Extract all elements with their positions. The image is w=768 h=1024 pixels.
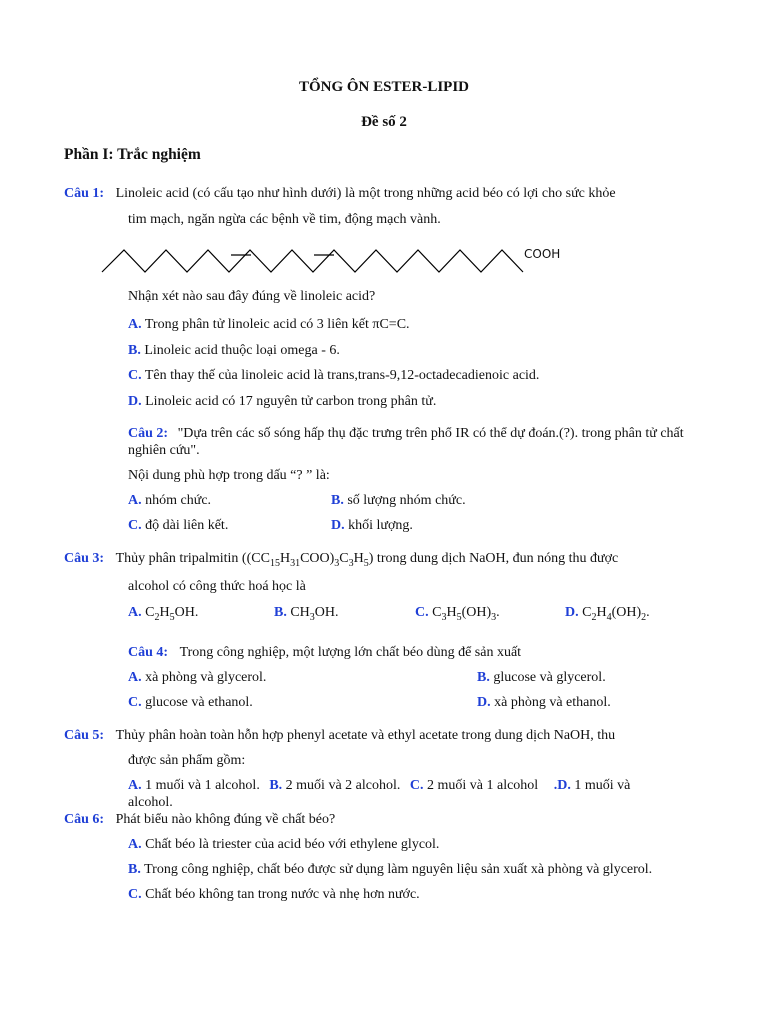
- question-1-text-line-2: tim mạch, ngăn ngừa các bệnh về tim, động mạch vành.: [128, 212, 441, 227]
- question-1-option-c[interactable]: [128, 367, 539, 385]
- option-key: D.: [331, 518, 345, 533]
- carbon-chain-bonds: [102, 250, 523, 272]
- question-1-option-b[interactable]: [128, 342, 340, 360]
- formula-text: (OH): [611, 605, 642, 620]
- question-3-text-line-2: alcohol có công thức hoá học là: [128, 579, 306, 594]
- document-subtitle: Đề số 2: [361, 114, 407, 130]
- question-6-line-1: [64, 811, 335, 829]
- question-2-option-a[interactable]: [128, 492, 211, 510]
- question-2-option-b[interactable]: [331, 492, 466, 510]
- formula-subscript: 3: [491, 611, 497, 623]
- question-6-text: Phát biểu nào không đúng về chất béo?: [115, 812, 336, 827]
- question-2-prompt: Nội dung phù hợp trong dấu “? ” là:: [128, 468, 330, 483]
- option-key: A.: [128, 778, 142, 793]
- option-text: Chất béo là triester của acid béo với ethylene glycol.: [145, 837, 440, 852]
- option-formula: [582, 605, 650, 623]
- option-key: B.: [331, 493, 344, 508]
- formula-text: C: [339, 551, 349, 566]
- question-5-option-a[interactable]: [128, 778, 260, 793]
- option-key: A.: [128, 493, 142, 508]
- formula-subscript: 2: [641, 611, 647, 623]
- option-text: khối lượng.: [348, 518, 413, 533]
- formula-text: H: [159, 605, 170, 620]
- formula-text: H: [353, 551, 364, 566]
- question-6-option-c[interactable]: [128, 886, 420, 904]
- question-3-option-c[interactable]: [415, 604, 500, 622]
- option-key: B.: [477, 670, 490, 685]
- formula-text: OH.: [174, 605, 199, 620]
- option-key: C.: [128, 518, 142, 533]
- option-text: glucose và ethanol.: [145, 695, 253, 710]
- option-text: độ dài liên kết.: [145, 518, 229, 533]
- question-5-option-c[interactable]: [410, 778, 538, 793]
- formula-text: .: [646, 605, 650, 620]
- option-key: B.: [274, 605, 287, 620]
- option-text: xà phòng và ethanol.: [494, 695, 611, 710]
- question-5-option-d[interactable]: [554, 778, 631, 793]
- option-text: glucose và glycerol.: [493, 670, 606, 685]
- question-3-text-pre: Thủy phân tripalmitin ((C: [115, 551, 261, 566]
- option-text: số lượng nhóm chức.: [347, 493, 466, 508]
- option-key: D.: [477, 695, 491, 710]
- formula-subscript: 3: [334, 557, 340, 569]
- option-key: A.: [128, 605, 142, 620]
- formula-subscript: 3: [348, 557, 354, 569]
- formula-text: H: [596, 605, 607, 620]
- option-text: Trong công nghiệp, chất béo được sử dụng làm nguyên liệu sản xuất xà phòng và glycerol.: [144, 862, 653, 877]
- formula-subscript: 5: [169, 611, 175, 623]
- question-5-option-d-wrap: alcohol.: [128, 795, 173, 810]
- question-3-option-d[interactable]: [565, 604, 650, 622]
- question-3-option-b[interactable]: [274, 604, 339, 622]
- option-key: B.: [269, 778, 283, 793]
- question-1-option-a[interactable]: [128, 316, 410, 334]
- formula-subscript: 4: [606, 611, 612, 623]
- option-text: nhóm chức.: [145, 493, 212, 508]
- question-2-option-d[interactable]: [331, 517, 413, 535]
- formula-text: (OH): [461, 605, 492, 620]
- question-1-prompt: Nhận xét nào sau đây đúng về linoleic acid?: [128, 289, 376, 304]
- option-formula: [432, 605, 500, 623]
- question-1-text: Linoleic acid (có cấu tạo như hình dưới) là một trong những acid béo có lợi cho sức khỏe: [115, 186, 616, 201]
- formula-subscript: 5: [363, 557, 369, 569]
- option-key: D.: [128, 394, 142, 409]
- option-text: Trong phân tử linoleic acid có 3 liên kết πC=C.: [144, 317, 410, 332]
- question-1-label: Câu 1:: [64, 186, 105, 201]
- question-3-line-1: [64, 550, 618, 568]
- option-text: Linoleic acid có 17 nguyên tử carbon trong phân tử.: [145, 394, 437, 409]
- option-text: 1 muối và 1 alcohol.: [145, 778, 260, 793]
- question-2-option-c[interactable]: [128, 517, 228, 535]
- formula-text: CH: [290, 605, 310, 620]
- formula-text: H: [446, 605, 457, 620]
- formula-text: OH.: [314, 605, 339, 620]
- question-1-option-d[interactable]: [128, 393, 436, 411]
- formula-text: H: [279, 551, 291, 566]
- option-key: C.: [409, 778, 424, 793]
- option-key: A.: [128, 317, 142, 332]
- option-key: A.: [128, 670, 142, 685]
- formula-text: COO): [300, 551, 335, 566]
- option-key: B.: [128, 862, 141, 877]
- option-text: 2 muối và 1 alcohol: [427, 778, 539, 793]
- question-5-label: Câu 5:: [64, 728, 105, 743]
- formula-text: C: [145, 605, 155, 620]
- question-5-options-row: [128, 777, 630, 795]
- formula-subscript: 2: [154, 611, 160, 623]
- option-key: C.: [415, 605, 429, 620]
- option-text: xà phòng và glycerol.: [145, 670, 267, 685]
- question-3-label: Câu 3:: [64, 551, 105, 566]
- formula-text: C: [260, 551, 270, 566]
- question-5-text-line-2: được sản phẩm gồm:: [128, 753, 246, 768]
- option-formula: [145, 605, 199, 623]
- cooh-group-label: COOH: [524, 247, 561, 261]
- formula-subscript: 2: [591, 611, 597, 623]
- section-heading: Phần I: Trắc nghiệm: [64, 146, 201, 163]
- option-text: 1 muối và: [574, 778, 631, 793]
- option-text: 2 muối và 2 alcohol.: [285, 778, 401, 793]
- formula-subscript: 3: [441, 611, 447, 623]
- question-6-option-a[interactable]: [128, 836, 439, 854]
- question-2-stem: [128, 425, 708, 459]
- option-key: C.: [128, 368, 142, 383]
- question-4-option-a[interactable]: [128, 669, 266, 687]
- document-title: TỔNG ÔN ESTER-LIPID: [298, 79, 470, 95]
- formula-subscript: 31: [290, 557, 301, 569]
- option-text: Chất béo không tan trong nước và nhẹ hơn nước.: [145, 887, 420, 902]
- option-key: D.: [565, 605, 579, 620]
- option-key: C.: [128, 887, 142, 902]
- formula-text: C: [432, 605, 442, 620]
- question-2-text: "Dựa trên các số sóng hấp thụ đặc trưng trên phổ IR có thể dự đoán.(?). trong phân tử chất nghiên cứu".: [128, 426, 684, 458]
- question-5-option-b[interactable]: [269, 778, 400, 793]
- question-6-option-b[interactable]: [128, 861, 652, 879]
- linoleic-acid-structure: [96, 238, 576, 278]
- option-key: B.: [128, 343, 141, 358]
- question-1-line-1: [64, 185, 616, 203]
- question-5-text: Thủy phân hoàn toàn hỗn hợp phenyl acetate và ethyl acetate trong dung dịch NaOH, thu: [115, 728, 616, 743]
- option-formula: [290, 605, 339, 623]
- option-key: A.: [128, 837, 142, 852]
- option-text: Tên thay thế của linoleic acid là trans,trans-9,12-octadecadienoic acid.: [144, 368, 540, 383]
- question-4-text: Trong công nghiệp, một lượng lớn chất béo dùng để sản xuất: [179, 645, 522, 660]
- formula-text: .: [496, 605, 500, 620]
- formula-subscript: 3: [309, 611, 315, 623]
- question-3-text-post: ) trong dung dịch NaOH, đun nóng thu được: [368, 551, 619, 566]
- question-5-line-1: [64, 727, 615, 745]
- question-4-option-b[interactable]: [477, 669, 606, 687]
- question-4-stem: [128, 644, 521, 662]
- tripalmitin-formula: [260, 551, 369, 569]
- question-4-label: Câu 4:: [128, 645, 169, 660]
- option-text: Linoleic acid thuộc loại omega - 6.: [144, 343, 340, 358]
- question-4-option-d[interactable]: [477, 694, 611, 712]
- question-3-option-a[interactable]: [128, 604, 198, 622]
- option-key: .D.: [553, 778, 571, 793]
- option-key: C.: [128, 695, 142, 710]
- question-2-label: Câu 2:: [128, 426, 169, 441]
- formula-subscript: 15: [269, 557, 280, 569]
- question-4-option-c[interactable]: [128, 694, 253, 712]
- question-6-label: Câu 6:: [64, 812, 105, 827]
- formula-text: C: [582, 605, 592, 620]
- formula-subscript: 5: [456, 611, 462, 623]
